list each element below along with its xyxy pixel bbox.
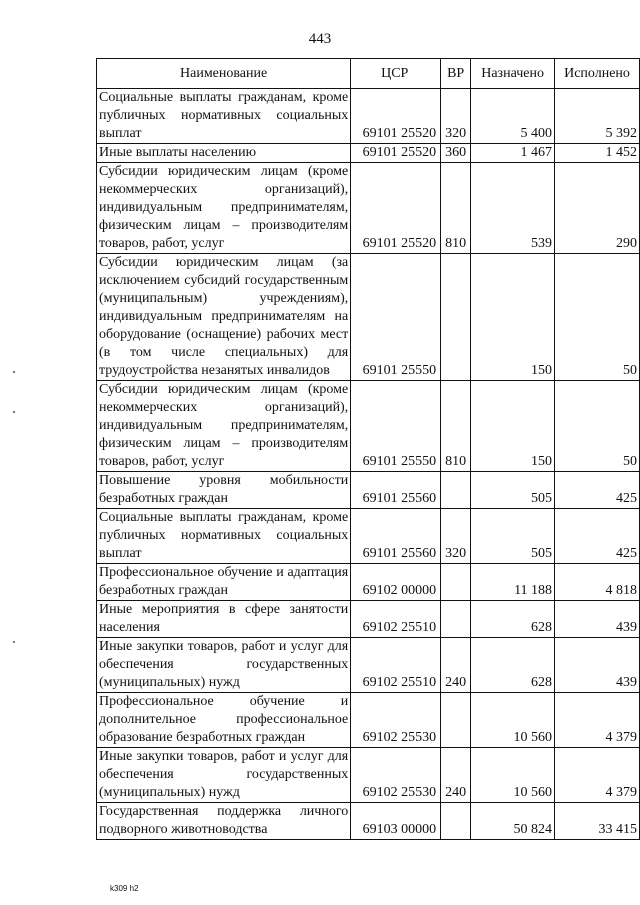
cell-vr — [441, 254, 471, 381]
table-row — [97, 381, 640, 472]
cell-csr: 69101 25520 — [351, 163, 441, 254]
cell-csr: 69102 25510 — [351, 638, 441, 693]
cell-executed: 290 — [555, 163, 640, 254]
header-vr: ВР — [441, 59, 471, 89]
table-header-row — [97, 59, 640, 89]
cell-executed: 50 — [555, 254, 640, 381]
table-row — [97, 89, 640, 144]
cell-executed: 5 392 — [555, 89, 640, 144]
cell-vr: 320 — [441, 509, 471, 564]
table-row — [97, 472, 640, 509]
cell-vr: 810 — [441, 163, 471, 254]
cell-executed: 439 — [555, 601, 640, 638]
cell-executed: 439 — [555, 638, 640, 693]
cell-planned: 1 467 — [471, 144, 555, 163]
cell-name: Государственная поддержка личного подворного животноводства — [97, 803, 351, 840]
cell-name: Социальные выплаты гражданам, кроме публичных нормативных социальных выплат — [97, 89, 351, 144]
header-csr: ЦСР — [351, 59, 441, 89]
margin-mark — [13, 411, 15, 413]
table-row — [97, 163, 640, 254]
cell-vr: 240 — [441, 748, 471, 803]
table-row — [97, 564, 640, 601]
cell-name: Иные выплаты населению — [97, 144, 351, 163]
cell-csr: 69103 00000 — [351, 803, 441, 840]
cell-vr: 360 — [441, 144, 471, 163]
cell-name: Иные мероприятия в сфере занятости населения — [97, 601, 351, 638]
cell-executed: 4 379 — [555, 748, 640, 803]
cell-executed: 1 452 — [555, 144, 640, 163]
page-number: 443 — [308, 31, 332, 47]
table-row — [97, 693, 640, 748]
cell-executed: 33 415 — [555, 803, 640, 840]
cell-executed: 50 — [555, 381, 640, 472]
cell-name: Иные закупки товаров, работ и услуг для обеспечения государственных (муниципальных) нужд — [97, 748, 351, 803]
cell-name: Субсидии юридическим лицам (за исключением субсидий государственным (муниципальным) учреждениям), индивидуальным предпринимателям на оборудование (оснащение) рабочих мест (в том числе специальных) для трудоустройства незанятых инвалидов — [97, 254, 351, 381]
cell-executed: 425 — [555, 472, 640, 509]
footer-code: k309 h2 — [110, 884, 139, 893]
cell-vr: 320 — [441, 89, 471, 144]
cell-planned: 50 824 — [471, 803, 555, 840]
table-row — [97, 254, 640, 381]
cell-vr: 240 — [441, 638, 471, 693]
cell-planned: 628 — [471, 601, 555, 638]
header-name: Наименование — [97, 59, 351, 89]
cell-csr: 69101 25520 — [351, 89, 441, 144]
cell-csr: 69102 25530 — [351, 748, 441, 803]
cell-csr: 69102 00000 — [351, 564, 441, 601]
table-row — [97, 748, 640, 803]
cell-name: Социальные выплаты гражданам, кроме публичных нормативных социальных выплат — [97, 509, 351, 564]
cell-vr — [441, 601, 471, 638]
cell-vr — [441, 472, 471, 509]
cell-planned: 150 — [471, 381, 555, 472]
cell-planned: 505 — [471, 472, 555, 509]
cell-vr — [441, 564, 471, 601]
cell-csr: 69101 25550 — [351, 254, 441, 381]
cell-planned: 539 — [471, 163, 555, 254]
table-row — [97, 803, 640, 840]
cell-csr: 69101 25520 — [351, 144, 441, 163]
cell-planned: 150 — [471, 254, 555, 381]
cell-planned: 505 — [471, 509, 555, 564]
margin-mark — [13, 371, 15, 373]
cell-vr — [441, 693, 471, 748]
cell-name: Субсидии юридическим лицам (кроме некоммерческих организаций), индивидуальным предпринимателям, физическим лицам – производителям товаров, работ, услуг — [97, 381, 351, 472]
cell-planned: 5 400 — [471, 89, 555, 144]
cell-vr — [441, 803, 471, 840]
margin-mark — [13, 641, 15, 643]
cell-executed: 425 — [555, 509, 640, 564]
cell-planned: 10 560 — [471, 748, 555, 803]
header-planned: Назначено — [471, 59, 555, 89]
table-row — [97, 509, 640, 564]
budget-table — [96, 58, 640, 840]
cell-csr: 69102 25510 — [351, 601, 441, 638]
header-executed: Исполнено — [555, 59, 640, 89]
cell-name: Иные закупки товаров, работ и услуг для обеспечения государственных (муниципальных) нужд — [97, 638, 351, 693]
cell-name: Повышение уровня мобильности безработных граждан — [97, 472, 351, 509]
cell-csr: 69101 25560 — [351, 509, 441, 564]
cell-executed: 4 818 — [555, 564, 640, 601]
cell-executed: 4 379 — [555, 693, 640, 748]
cell-csr: 69101 25560 — [351, 472, 441, 509]
cell-planned: 10 560 — [471, 693, 555, 748]
table-row — [97, 638, 640, 693]
cell-name: Профессиональное обучение и адаптация безработных граждан — [97, 564, 351, 601]
table-row — [97, 601, 640, 638]
cell-planned: 11 188 — [471, 564, 555, 601]
cell-vr: 810 — [441, 381, 471, 472]
table-body — [97, 89, 640, 840]
table-row — [97, 144, 640, 163]
cell-name: Субсидии юридическим лицам (кроме некоммерческих организаций), индивидуальным предпринимателям, физическим лицам – производителям товаров, работ, услуг — [97, 163, 351, 254]
cell-name: Профессиональное обучение и дополнительное профессиональное образование безработных граждан — [97, 693, 351, 748]
cell-csr: 69102 25530 — [351, 693, 441, 748]
cell-planned: 628 — [471, 638, 555, 693]
cell-csr: 69101 25550 — [351, 381, 441, 472]
